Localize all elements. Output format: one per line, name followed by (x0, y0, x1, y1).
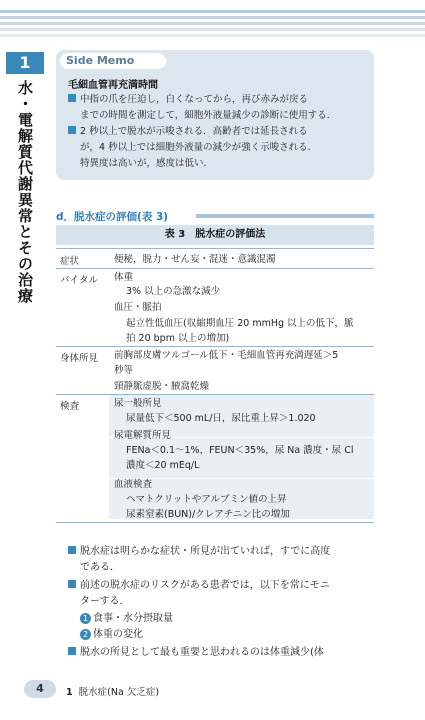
table-cell-line: 尿電解質所見 (114, 430, 172, 441)
bullet-square-icon (68, 546, 76, 554)
chapter-title: 水・電解質代謝異常とその治療 (16, 80, 34, 304)
table-cell-line: 前胸部皮膚ツルゴール低下・毛細血管再充満遅延＞5 (114, 350, 339, 361)
table-cell-line: FENa＜0.1〜1%，FEUN＜35%，尿 Na 濃度・尿 Cl (126, 445, 354, 456)
table-row-category: 検査 (60, 401, 80, 412)
body-paragraph-2: 前述の脱水症のリスクがある患者では，以下を常にモニ (68, 578, 378, 594)
number-circle-icon: 2 (80, 629, 91, 640)
body-paragraph-3: 脱水の所見として最も重要と思われるのは体重減少(体 (68, 645, 378, 661)
table-row-category: バイタル (60, 275, 99, 286)
table-cell-line: 3% 以上の急激な減少 (126, 286, 221, 297)
table-cell-line: 体重 (114, 272, 134, 283)
section-heading: d．脱水症の評価(表 3) (56, 211, 169, 223)
list-item: 2 体重の変化 (80, 627, 390, 643)
side-memo-box (56, 50, 374, 180)
table-cell-line: 濃度＜20 mEq/L (126, 460, 200, 471)
memo-title: 毛細血管再充満時間 (68, 80, 158, 91)
list-item: 1 食事・水分摂取量 (80, 611, 390, 627)
memo-item-2-line-3: 特異度は高いが，感度は低い． (80, 158, 214, 169)
bullet-square-icon (68, 580, 76, 588)
table-cell-line: 血液検査 (114, 479, 153, 490)
footer-chapter (66, 684, 159, 698)
footer-chapter-title: 脱水症(Na 欠乏症) (78, 687, 160, 698)
table-cell-line: 血圧・脈拍 (114, 302, 162, 313)
table-cell-line: 尿量低下＜500 mL/日，尿比重上昇＞1.020 (126, 413, 316, 424)
section-rule (196, 214, 374, 218)
table-row-divider (56, 346, 374, 347)
table-cell-line: 秒等 (114, 365, 134, 376)
table-cell-line: ヘマトクリットやアルブミン値の上昇 (126, 494, 287, 505)
table-row-divider (56, 522, 374, 523)
table-cell-line: 便秘，脱力・せん妄・混迷・意識混濁 (114, 254, 276, 265)
body-paragraph-1: 脱水症は明らかな症状・所見が出ていれば，すでに高度 (68, 544, 378, 560)
table-cell-line: 拍 20 bpm 以上の増加) (126, 333, 230, 344)
memo-item-2-line-2: が，4 秒以上では細胞外液量の減少が強く示唆される． (80, 142, 318, 153)
footer-chapter-number: 1 (66, 687, 73, 698)
table-row-category: 症状 (60, 256, 80, 267)
table-row-divider (56, 268, 374, 269)
table-row-category: 身体所見 (60, 353, 99, 364)
memo-item-2: 2 秒以上で脱水が示唆される．高齢者では延長される (68, 124, 364, 140)
bullet-square-icon (68, 94, 76, 102)
bullet-square-icon (68, 126, 76, 134)
number-circle-icon: 1 (80, 613, 91, 624)
memo-item-1-line-2: までの時間を測定して，細胞外液量減少の診断に使用する． (80, 110, 337, 121)
header-decoration (0, 10, 425, 38)
memo-label: Side Memo (66, 54, 135, 67)
body-paragraph-2-line-2: ターする． (80, 596, 130, 607)
table-cell-line: 起立性低血圧(収縮期血圧 20 mmHg 以上の低下，脈 (126, 318, 354, 329)
table-cell-line: 尿素窒素(BUN)/クレアチニン比の増加 (126, 509, 290, 520)
table-cell-line: 頸静脈虚脱・腋窩乾燥 (114, 381, 210, 392)
chapter-number: 1 (6, 52, 44, 74)
table-title: 表 3 脱水症の評価法 (56, 225, 374, 245)
memo-item-1: 中指の爪を圧迫し，白くなってから，再び赤みが戻る (68, 92, 364, 108)
table-cell-line: 尿一般所見 (114, 398, 162, 409)
table-row-divider (56, 248, 374, 249)
page-number: 4 (24, 680, 56, 698)
body-paragraph-1-line-2: である． (80, 562, 120, 573)
bullet-square-icon (68, 647, 76, 655)
